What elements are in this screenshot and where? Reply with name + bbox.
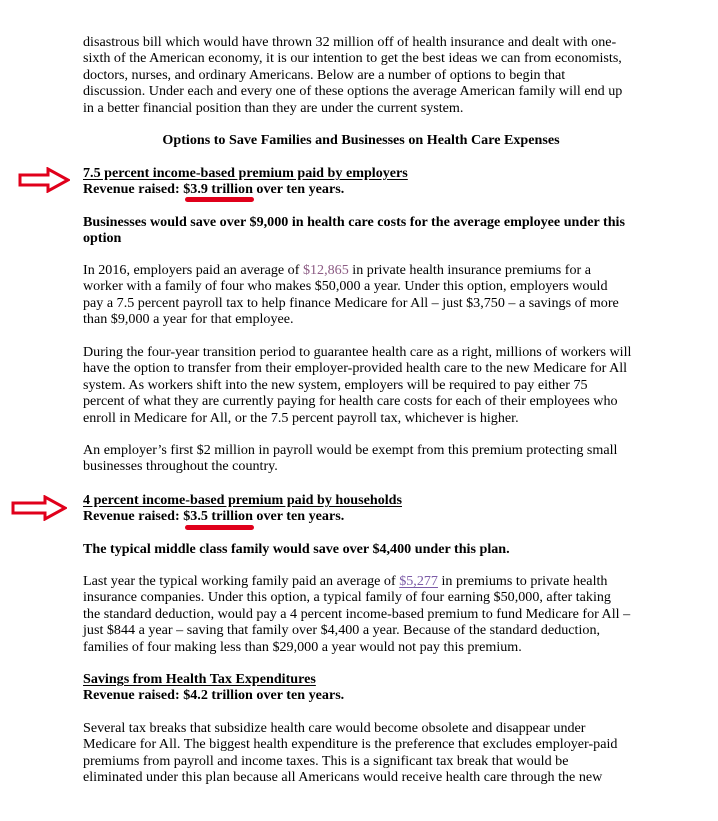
option2-paragraph1: Last year the typical working family paid an average of $5,277 in premiums to private health insurance companies. Under this option, a typical family of four earning $50,000, after taking the standard deduction, would pay a 4 percent income-based premium to fund Medicare for All – just $844 a year – saving that family over $4,400 a year. Because of the standard deduction, families of four making less than $29,000 a year would not pay this premium.: [83, 573, 631, 655]
option2-subhead: The typical middle class family would save over $4,400 under this plan.: [83, 541, 510, 557]
option2-heading: 4 percent income-based premium paid by households: [83, 492, 402, 508]
premium-link[interactable]: $5,277: [399, 573, 438, 589]
section-title: Options to Save Families and Businesses on Health Care Expenses: [162, 132, 560, 148]
option2-block: [83, 492, 639, 525]
option1-paragraph2: During the four-year transition period to guarantee health care as a right, millions of workers will have the option to transfer from their employer-provided health care to the new Medicare for All system. As workers shift into the new system, employers will be required to pay either 75 percent of what they are currently paying for health care costs for each of their employees who enroll in Medicare for All, or the 7.5 percent payroll tax, whichever is higher.: [83, 344, 632, 426]
option1-subhead: Businesses would save over $9,000 in health care costs for the average employee under this option: [83, 214, 625, 247]
option1-paragraph3: An employer’s first $2 million in payroll would be exempt from this premium protecting small businesses throughout the country.: [83, 442, 618, 475]
option2-revenue: Revenue raised: $3.5 trillion over ten years.: [83, 508, 345, 525]
option3-block: [83, 671, 639, 704]
annotation-underline: [185, 525, 254, 530]
right-arrow-icon: [11, 495, 67, 521]
option1-heading: 7.5 percent income-based premium paid by employers: [83, 165, 408, 181]
option3-heading: Savings from Health Tax Expenditures: [83, 671, 316, 687]
premium-link[interactable]: $12,865: [302, 262, 349, 278]
right-arrow-icon: [18, 167, 70, 193]
option1-revenue: Revenue raised: $3.9 trillion over ten years.: [83, 181, 345, 198]
option3-revenue: Revenue raised: $4.2 trillion over ten years.: [83, 687, 345, 704]
option1-block: [83, 165, 639, 198]
intro-paragraph: disastrous bill which would have thrown 32 million off of health insurance and dealt with one- sixth of the American economy, it is our intention to get the best ideas we can from economists, doctors, nurses, and ordinary Americans. Below are a number of options to begin that discussion. Under each and every one of these options the average American family will end up in a better financial position than they are under the current system.: [83, 34, 623, 116]
option3-paragraph1: Several tax breaks that subsidize health care would become obsolete and disappear under Medicare for All. The biggest health expenditure is the preference that excludes employer-paid premiums from payroll and income taxes. This is a significant tax break that would be eliminated under this plan because all Americans would receive health care through the new: [83, 720, 618, 786]
option1-paragraph1: In 2016, employers paid an average of $12,865 in private health insurance premiums for a worker with a family of four who makes $50,000 a year. Under this option, employers would pay a 7.5 percent payroll tax to help finance Medicare for All – just $3,750 – a savings of more than $9,000 a year for that employee.: [83, 262, 619, 328]
